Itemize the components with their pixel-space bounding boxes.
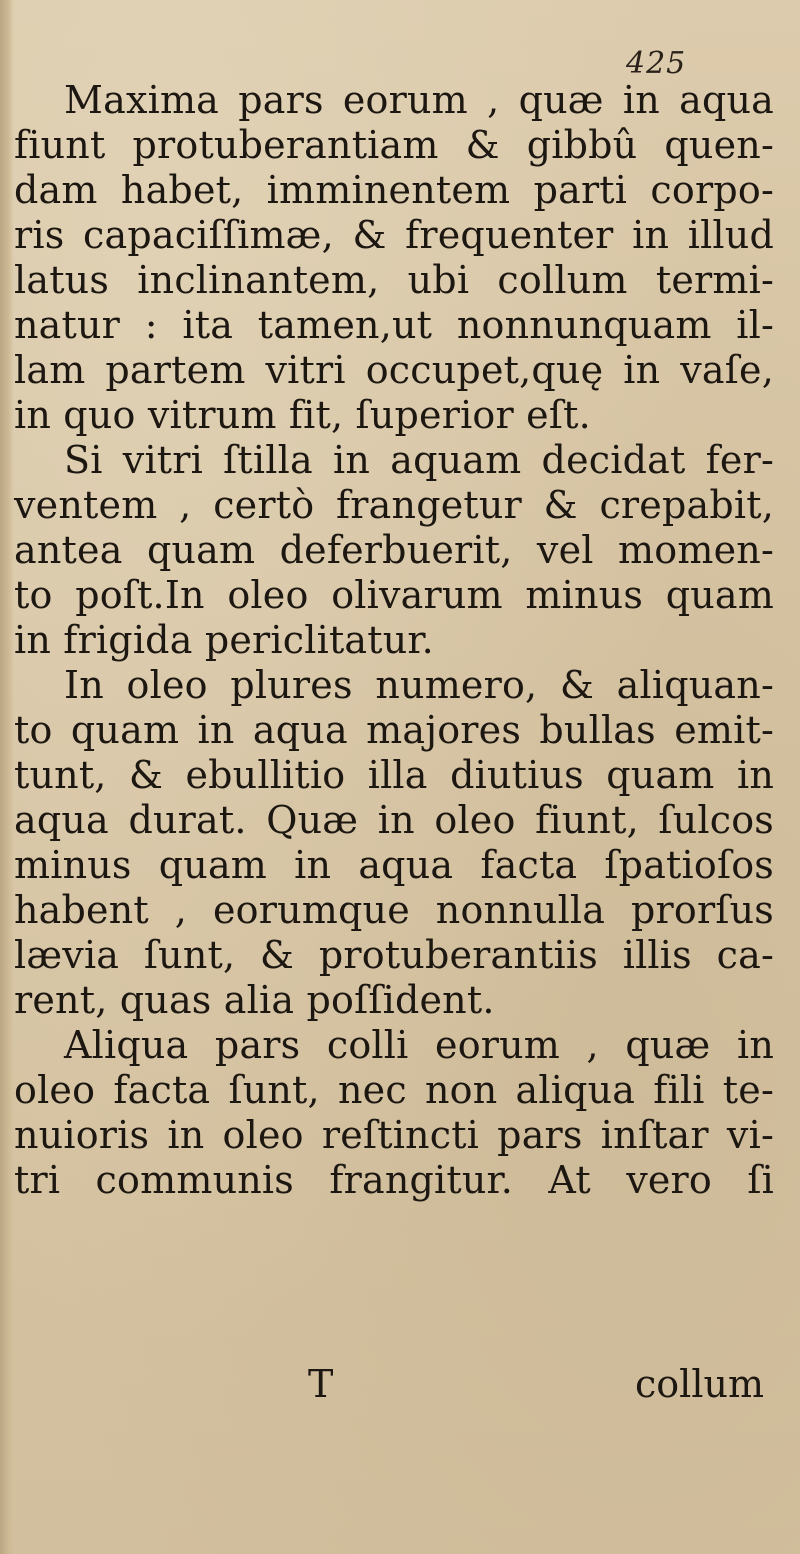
text-line: to quam in aqua majores bullas emit- bbox=[14, 708, 774, 752]
text-line: fiunt protuberantiam & gibbû quen- bbox=[14, 123, 774, 167]
text-line: minus quam in aqua facta ſpatioſos bbox=[14, 843, 774, 887]
text-line: Aliqua pars colli eorum , quæ in bbox=[64, 1023, 774, 1067]
text-line: antea quam deferbuerit, vel momen- bbox=[14, 528, 774, 572]
text-line: nuioris in oleo reſtincti pars inſtar vi- bbox=[14, 1113, 774, 1157]
catchword: collum bbox=[635, 1362, 764, 1406]
text-line: oleo facta ſunt, nec non aliqua fili te- bbox=[14, 1068, 774, 1112]
text-line: in frigida periclitatur. bbox=[14, 618, 434, 662]
page-gutter bbox=[0, 0, 14, 1554]
text-line: to poſt.In oleo olivarum minus quam bbox=[14, 573, 774, 617]
text-line: ris capaciſſimæ, & frequenter in illud bbox=[14, 213, 774, 257]
text-line: rent, quas alia poſſident. bbox=[14, 978, 495, 1022]
text-line: lævia ſunt, & protuberantiis illis ca- bbox=[14, 933, 774, 977]
text-line: tunt, & ebullitio illa diutius quam in bbox=[14, 753, 774, 797]
page-number: 425 bbox=[626, 46, 687, 81]
text-line: tri communis frangitur. At vero ſi bbox=[14, 1158, 774, 1202]
text-line: dam habet, imminentem parti corpo- bbox=[14, 168, 774, 212]
signature-mark: T bbox=[308, 1362, 334, 1406]
text-line: lam partem vitri occupet,quę in vaſe, bbox=[14, 348, 774, 392]
page-footer bbox=[14, 1362, 774, 1412]
text-line: habent , eorumque nonnulla prorſus bbox=[14, 888, 774, 932]
text-line: latus inclinantem, ubi collum termi- bbox=[14, 258, 774, 302]
text-line: aqua durat. Quæ in oleo fiunt, ſulcos bbox=[14, 798, 774, 842]
text-line: natur : ita tamen,ut nonnunquam il- bbox=[14, 303, 774, 347]
text-line: ventem , certò frangetur & crepabit, bbox=[14, 483, 774, 527]
body-text bbox=[14, 78, 774, 1203]
text-line: In oleo plures numero, & aliquan- bbox=[64, 663, 774, 707]
text-line: Si vitri ſtilla in aquam decidat fer- bbox=[64, 438, 774, 482]
text-line: in quo vitrum fit, ſuperior eſt. bbox=[14, 393, 591, 437]
text-line: Maxima pars eorum , quæ in aqua bbox=[64, 78, 774, 122]
